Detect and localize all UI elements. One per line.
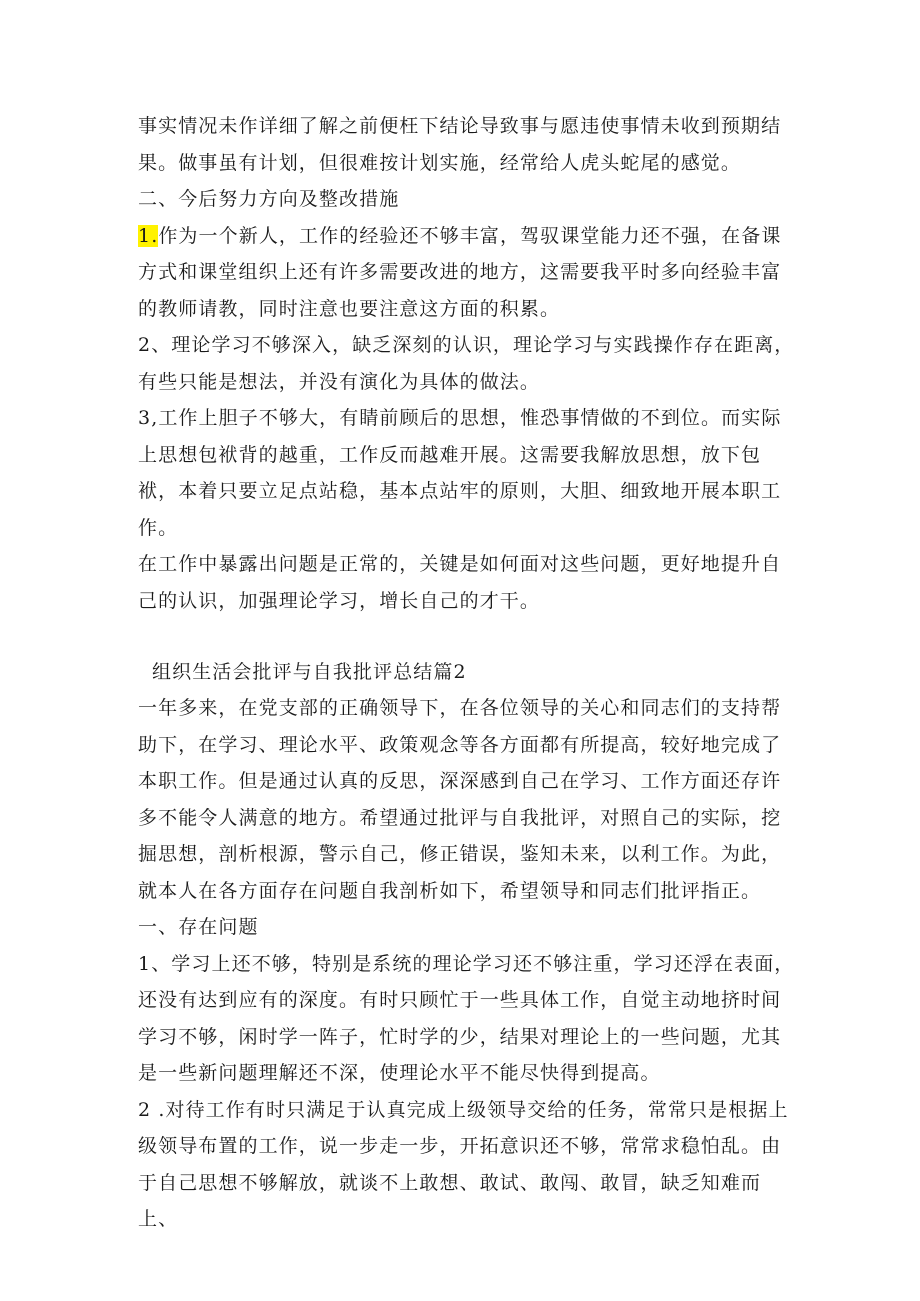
section-2-title: 组织生活会批评与自我批评总结篇2	[152, 661, 467, 683]
paragraph-item-3: 3,工作上胆子不够大，有睛前顾后的思想，惟恐事情做的不到位。而实际上思想包袱背的越重，工作反而越难开展。这需要我解放思想，放下包袱，本着只要立足点站稳，基本点站牢的原则，大胆、细致地开展本职工作。	[138, 407, 782, 539]
highlighted-item-number: 1.	[138, 224, 159, 247]
paragraph-intro: 一年多来，在党支部的正确领导下，在各位领导的关心和同志们的支持帮助下，在学习、理论水平、政策观念等各方面都有所提高，较好地完成了本职工作。但是通过认真的反思，深深感到自己在学习、工作方面还存许多不能令人满意的地方。希望通过批评与自我批评，对照自己的实际，挖掘思想，剖析根源，警示自己，修正错误，鉴知未来，以利工作。为此，就本人在各方面存在问题自我剖析如下，希望领导和同志们批评指正。	[138, 697, 782, 902]
paragraph-item-2: 2、理论学习不够深入，缺乏深刻的认识，理论学习与实践操作存在距离，有些只能是想法，并没有演化为具体的做法。	[138, 334, 795, 393]
heading-improvement-direction: 二、今后努力方向及整改措施	[138, 188, 400, 210]
paragraph-item-1	[138, 218, 798, 328]
paragraph-continuation: 事实情况未作详细了解之前便枉下结论导致事与愿违使事情未收到预期结果。做事虽有计划，但很难按计划实施，经常给人虎头蛇尾的感觉。	[138, 115, 782, 174]
item-1-text: 作为一个新人，工作的经验还不够丰富，驾驭课堂能力还不强，在备课方式和课堂组织上还有许多需要改进的地方，这需要我平时多向经验丰富的教师请教，同时注意也要注意这方面的积累。	[138, 224, 782, 320]
section-2	[138, 690, 798, 1238]
section-1	[138, 108, 798, 619]
heading-existing-problems: 一、存在问题	[138, 916, 259, 938]
paragraph-problem-1: 1、学习上还不够，特别是系统的理论学习还不够注重，学习还浮在表面，还没有达到应有的深度。有时只顾忙于一些具体工作，自觉主动地挤时间学习不够，闲时学一阵子，忙时学的少，结果对理论上的一些问题，尤其是一些新问题理解还不深，使理论水平不能尽快得到提高。	[138, 952, 795, 1084]
paragraph-conclusion: 在工作中暴露出问题是正常的，关键是如何面对这些问题，更好地提升自己的认识，加强理论学习，增长自己的才干。	[138, 553, 782, 612]
paragraph-problem-2: 2 .对待工作有时只满足于认真完成上级领导交给的任务，常常只是根据上级领导布置的工作，说一步走一步，开拓意识还不够，常常求稳怕乱。由于自己思想不够解放，就谈不上敢想、敢试、敢闯、敢冒，缺乏知难而上、	[138, 1098, 789, 1230]
